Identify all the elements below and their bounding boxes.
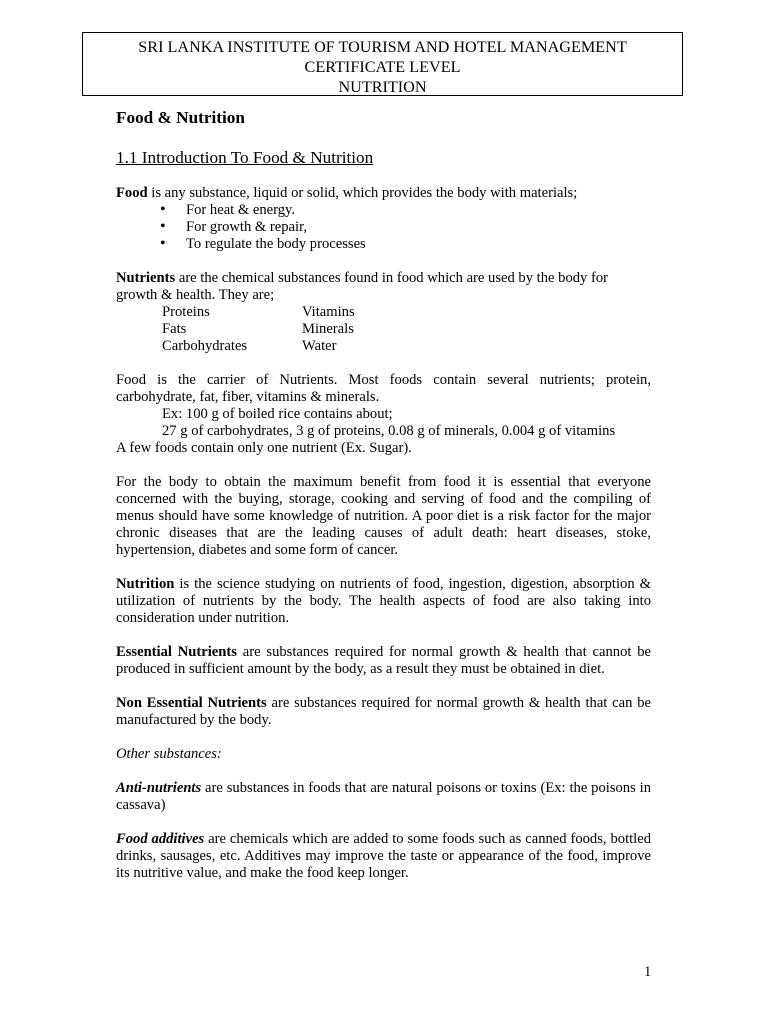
- antinutrients-definition: [116, 780, 651, 814]
- header-level: CERTIFICATE LEVEL: [304, 58, 461, 76]
- nutrient-item: Carbohydrates: [162, 338, 248, 354]
- nutrition-text: is the science studying on nutrients of food, ingestion, digestion, absorption & utilization of nutrients by the body. The health aspects of food are also taking into consideration under nutrition.: [116, 576, 651, 626]
- additives-definition: [116, 831, 651, 882]
- essential-definition: [116, 644, 651, 678]
- nutrients-term: Nutrients: [116, 270, 176, 286]
- page-content: [116, 108, 651, 882]
- additives-term: Food additives: [116, 831, 205, 847]
- nutrients-list: [116, 304, 651, 355]
- benefit-paragraph: For the body to obtain the maximum benefit from food it is essential that everyone concerned with the buying, storage, cooking and serving of food and the compiling of menus should have some knowledge of nutrition. A poor diet is a risk factor for the major chronic diseases that are the leading causes of adult death: heart diseases, stoke, hypertension, diabetes and some form of cancer.: [116, 474, 651, 558]
- page-title: Food & Nutrition: [116, 108, 245, 127]
- nonessential-text: are substances required for normal growth & health that can be manufactured by the body.: [116, 695, 651, 728]
- section-heading: 1.1 Introduction To Food & Nutrition: [116, 148, 374, 167]
- food-text: is any substance, liquid or solid, which provides the body with materials;: [147, 185, 578, 201]
- nutrient-item: Water: [302, 338, 337, 354]
- food-definition: [116, 185, 651, 202]
- nonessential-term: Non Essential Nutrients: [116, 695, 267, 711]
- document-header-box: [82, 32, 683, 96]
- list-item: • To regulate the body processes: [160, 236, 651, 253]
- header-subject: NUTRITION: [338, 78, 427, 96]
- nutrients-text: are the chemical substances found in food which are used by the body for growth & health. They are;: [116, 270, 608, 303]
- food-term: Food: [116, 185, 148, 201]
- essential-term: Essential Nutrients: [116, 644, 237, 660]
- other-substances-heading: Other substances:: [116, 746, 222, 762]
- food-bullet-list: [116, 202, 651, 253]
- nonessential-definition: [116, 695, 651, 729]
- nutrient-item: Minerals: [302, 321, 354, 337]
- additives-text: are chemicals which are added to some foods such as canned foods, bottled drinks, sausages, etc. Additives may improve the taste or appearance of the food, improve its nutritive value, and make the food keep longer.: [116, 831, 652, 881]
- antinutrients-term: Anti-nutrients: [116, 780, 202, 796]
- nutrient-item: Proteins: [162, 304, 210, 320]
- nutrient-item: Fats: [162, 321, 187, 337]
- example-line-1: Ex: 100 g of boiled rice contains about;: [162, 406, 393, 422]
- list-item: • For heat & energy.: [160, 202, 651, 219]
- header-institute: SRI LANKA INSTITUTE OF TOURISM AND HOTEL MANAGEMENT: [138, 38, 627, 56]
- nutrition-term: Nutrition: [116, 576, 175, 592]
- nutrients-definition: [116, 270, 651, 304]
- essential-text: are substances required for normal growth & health that cannot be produced in sufficient amount by the body, as a result they must be obtained in diet.: [116, 644, 652, 677]
- nutrition-definition: [116, 576, 651, 627]
- list-item: • For growth & repair,: [160, 219, 651, 236]
- example-line-3: A few foods contain only one nutrient (Ex. Sugar).: [116, 440, 412, 456]
- page-number: 1: [644, 964, 652, 980]
- carrier-paragraph: Food is the carrier of Nutrients. Most foods contain several nutrients; protein, carbohydrate, fat, fiber, vitamins & minerals.: [116, 372, 651, 405]
- example-line-2: 27 g of carbohydrates, 3 g of proteins, 0.08 g of minerals, 0.004 g of vitamins: [162, 423, 616, 439]
- antinutrients-text: are substances in foods that are natural poisons or toxins (Ex: the poisons in cassava): [116, 780, 651, 813]
- nutrient-item: Vitamins: [302, 304, 355, 320]
